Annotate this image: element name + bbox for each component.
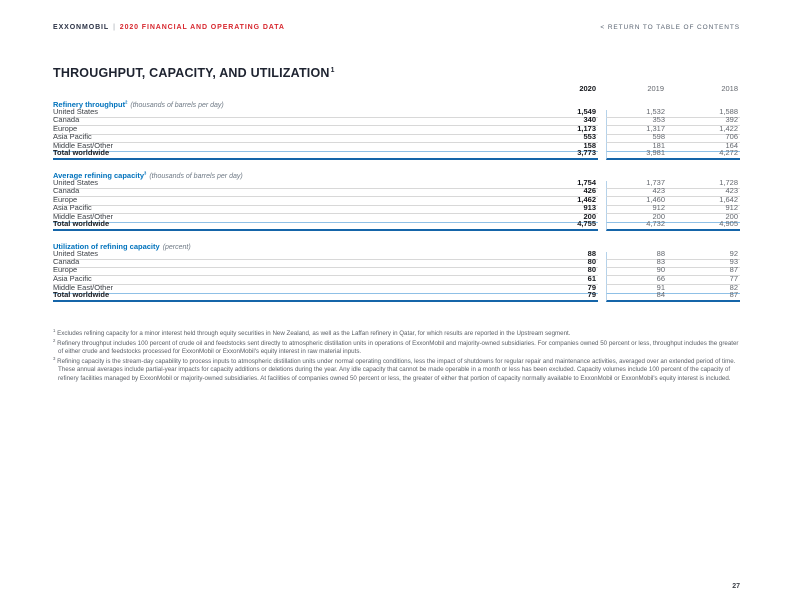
value-2019: 598 bbox=[652, 131, 665, 141]
value-2018: 392 bbox=[725, 115, 738, 125]
section-heading-label: Refinery throughput$^2$ bbox=[53, 99, 128, 109]
row-label: Europe bbox=[53, 265, 78, 275]
row-left-block bbox=[53, 265, 598, 276]
value-2019: 181 bbox=[652, 140, 665, 150]
value-2019: 4,732 bbox=[646, 218, 665, 228]
table-section bbox=[53, 99, 740, 160]
row-prior-years-block bbox=[606, 218, 740, 231]
value-2018: 164 bbox=[725, 140, 738, 150]
row-left-block bbox=[53, 107, 598, 118]
value-2019: 912 bbox=[652, 202, 665, 212]
row-label: Middle East/Other bbox=[53, 140, 114, 150]
value-2020: 1,549 bbox=[577, 107, 596, 117]
value-2018: 1,728 bbox=[719, 178, 738, 188]
value-2020: 340 bbox=[583, 115, 596, 125]
footnote: $^1$ Excludes refining capacity for a minor interest held through equity securities in New Zealand, as well as the Laffan refinery in Qatar, for which results are reported in the Upstream segment. bbox=[53, 327, 571, 337]
row-left-block bbox=[53, 115, 598, 126]
footnote-marker: 2 bbox=[53, 337, 56, 343]
row-label: Asia Pacific bbox=[53, 273, 92, 283]
footnote-marker: 3 bbox=[53, 355, 56, 361]
section-heading-unit: (percent) bbox=[162, 243, 191, 251]
row-left-block bbox=[53, 186, 598, 197]
value-2020: 80 bbox=[587, 257, 596, 267]
value-2020: 1,754 bbox=[577, 178, 596, 188]
value-2018: 4,272 bbox=[719, 147, 738, 157]
value-2019: 90 bbox=[656, 265, 665, 275]
footnote: $^2$ Refinery throughput includes 100 percent of crude oil and feedstocks sent directly to atmospheric distillation units in operations of ExxonMobil and majority-owned subsidiaries. For companies owned 50 percent or less, throughput includes the greater of either crude and feedstocks processed for ExxonMobil or ExxonMobil's equity interest in raw material inputs. bbox=[53, 337, 739, 356]
row-left-block bbox=[53, 194, 598, 205]
row-label: United States bbox=[53, 178, 99, 188]
header-separator: | bbox=[113, 24, 116, 31]
header-brand-line bbox=[53, 24, 285, 31]
value-2019: 1,317 bbox=[646, 123, 665, 133]
row-label: Canada bbox=[53, 115, 80, 125]
value-2020: 426 bbox=[583, 186, 596, 196]
return-to-toc-link[interactable]: < RETURN TO TABLE OF CONTENTS bbox=[600, 24, 740, 31]
value-2020: 1,173 bbox=[577, 123, 596, 133]
row-left-block bbox=[53, 257, 598, 268]
value-2019: 66 bbox=[656, 273, 665, 283]
page-title-text: THROUGHPUT, CAPACITY, AND UTILIZATION bbox=[53, 66, 330, 80]
value-2018: 912 bbox=[725, 202, 738, 212]
value-2019: 423 bbox=[652, 186, 665, 196]
title-footnote-ref: 1 bbox=[330, 66, 335, 74]
row-label: Total worldwide bbox=[53, 218, 110, 228]
year-column-2018: 2018 bbox=[721, 84, 738, 93]
year-column-2020: 2020 bbox=[579, 84, 596, 93]
value-2019: 1,737 bbox=[646, 178, 665, 188]
value-2019: 353 bbox=[652, 115, 665, 125]
row-label: Asia Pacific bbox=[53, 131, 92, 141]
value-2020: 158 bbox=[583, 140, 596, 150]
row-label: Middle East/Other bbox=[53, 282, 114, 292]
table-section bbox=[53, 170, 740, 231]
value-2020: 4,755 bbox=[577, 218, 596, 228]
value-2020: 79 bbox=[587, 282, 596, 292]
row-label: Canada bbox=[53, 257, 80, 267]
value-2018: 423 bbox=[725, 186, 738, 196]
section-heading-label: Utilization of refining capacity bbox=[53, 241, 160, 251]
row-label: Total worldwide bbox=[53, 147, 110, 157]
row-left-block bbox=[53, 249, 598, 260]
value-2018: 1,588 bbox=[719, 107, 738, 117]
value-2018: 4,905 bbox=[719, 218, 738, 228]
value-2018: 92 bbox=[729, 249, 738, 259]
row-prior-years-block bbox=[606, 147, 740, 160]
value-2019: 84 bbox=[656, 289, 665, 299]
row-left-block bbox=[53, 131, 598, 143]
value-2020: 553 bbox=[583, 131, 596, 141]
row-label: Asia Pacific bbox=[53, 202, 92, 212]
section-heading-label: Average refining capacity$^3$ bbox=[53, 170, 147, 180]
value-2018: 1,642 bbox=[719, 194, 738, 204]
table-row bbox=[53, 147, 740, 160]
table-section bbox=[53, 241, 740, 302]
row-left-block bbox=[53, 147, 598, 160]
value-2018: 1,422 bbox=[719, 123, 738, 133]
section-footnote-ref: 3 bbox=[144, 170, 147, 176]
footnotes bbox=[53, 327, 741, 384]
value-2018: 200 bbox=[725, 211, 738, 221]
year-header-row bbox=[53, 82, 740, 94]
value-2019: 91 bbox=[656, 282, 665, 292]
value-2020: 3,773 bbox=[577, 147, 596, 157]
section-heading-unit: (thousands of barrels per day) bbox=[149, 172, 243, 180]
row-left-block bbox=[53, 282, 598, 293]
section-heading-unit: (thousands of barrels per day) bbox=[130, 102, 224, 109]
row-prior-years-block bbox=[606, 289, 740, 302]
row-left-block bbox=[53, 123, 598, 134]
value-2018: 87 bbox=[729, 265, 738, 275]
value-2019: 1,532 bbox=[646, 107, 665, 117]
row-label: Canada bbox=[53, 186, 80, 196]
page-number: 27 bbox=[732, 583, 740, 590]
value-2019: 3,981 bbox=[646, 147, 665, 157]
row-label: United States bbox=[53, 249, 99, 259]
row-left-block bbox=[53, 273, 598, 284]
value-2020: 200 bbox=[583, 211, 596, 221]
value-2019: 88 bbox=[656, 249, 665, 259]
brand-logo-text: EXXONMOBIL bbox=[53, 24, 110, 31]
value-2020: 79 bbox=[587, 289, 596, 299]
row-left-block bbox=[53, 211, 598, 222]
row-left-block bbox=[53, 289, 598, 302]
value-2020: 913 bbox=[583, 202, 596, 212]
footnote: $^3$ Refining capacity is the stream-day capability to process inputs to atmospheric distillation units under normal operating conditions, less the impact of shutdowns for regular repair and maintenance activities, averaged over an extended period of time. These annual averages include partial-year impacts for capacity additions or deletions during the year. Any idle capacity that cannot be made operable in a month or less has been excluded. Capacity volumes include 100 percent of the capacity of refinery facilities managed by ExxonMobil or majority-owned subsidiaries. At facilities of companies owned 50 percent or less, the greater of either that portion of capacity normally available to ExxonMobil or ExxonMobil's equity interest is included. bbox=[53, 355, 736, 382]
value-2020: 88 bbox=[587, 249, 596, 259]
row-left-block bbox=[53, 140, 598, 151]
row-label: United States bbox=[53, 107, 99, 117]
value-2018: 82 bbox=[729, 282, 738, 292]
footnote-marker: 1 bbox=[53, 327, 56, 333]
row-label: Europe bbox=[53, 194, 78, 204]
header-doc-title: 2020 FINANCIAL AND OPERATING DATA bbox=[119, 24, 285, 31]
value-2020: 61 bbox=[587, 273, 596, 283]
table-sections bbox=[53, 99, 740, 302]
value-2019: 83 bbox=[656, 257, 665, 267]
section-footnote-ref: 2 bbox=[125, 99, 128, 105]
row-left-block bbox=[53, 202, 598, 214]
page-header bbox=[53, 24, 740, 31]
table-row bbox=[53, 218, 740, 231]
value-2020: 80 bbox=[587, 265, 596, 275]
row-label: Europe bbox=[53, 123, 78, 133]
page-title bbox=[53, 66, 335, 80]
value-2018: 77 bbox=[729, 273, 738, 283]
table-row bbox=[53, 289, 740, 302]
row-label: Middle East/Other bbox=[53, 211, 114, 221]
value-2019: 200 bbox=[652, 211, 665, 221]
row-left-block bbox=[53, 178, 598, 189]
value-2020: 1,462 bbox=[577, 194, 596, 204]
row-left-block bbox=[53, 218, 598, 231]
year-column-2019: 2019 bbox=[647, 84, 664, 93]
value-2018: 706 bbox=[725, 131, 738, 141]
row-label: Total worldwide bbox=[53, 289, 110, 299]
value-2018: 93 bbox=[729, 257, 738, 267]
data-table bbox=[53, 82, 740, 302]
value-2019: 1,460 bbox=[646, 194, 665, 204]
value-2018: 87 bbox=[729, 289, 738, 299]
